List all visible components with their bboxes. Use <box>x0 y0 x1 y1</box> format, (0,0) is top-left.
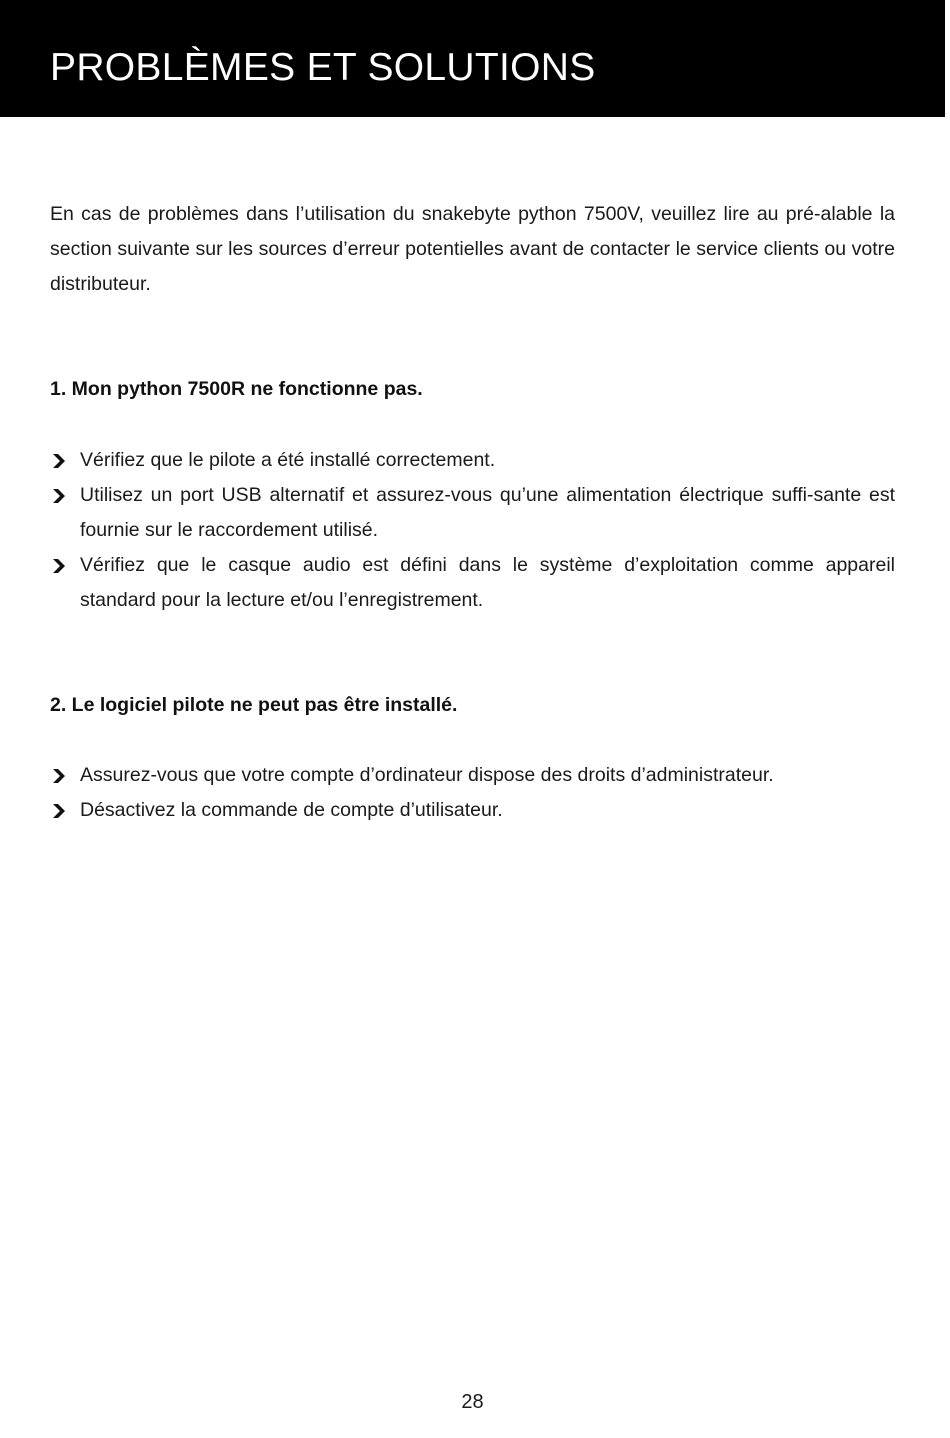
list-item-text: Utilisez un port USB alternatif et assurez-vous qu’une alimentation électrique suffi-sante est fournie sur le raccordement utilisé. <box>80 484 895 541</box>
list-item <box>50 478 895 548</box>
page-number: 28 <box>461 1391 484 1413</box>
list-item <box>50 548 895 618</box>
solution-list-2 <box>50 758 895 828</box>
list-item <box>50 793 895 828</box>
list-item-text: Vérifiez que le pilote a été installé correctement. <box>80 449 496 471</box>
intro-paragraph: En cas de problèmes dans l’utilisation du snakebyte python 7500V, veuillez lire au pré-alable la section suivante sur les sources d’erreur potentielles avant de contacter le service clients ou votre distributeur. <box>50 203 895 295</box>
chevron-right-icon <box>52 769 66 783</box>
list-item-text: Assurez-vous que votre compte d’ordinateur dispose des droits d’administrateur. <box>80 764 774 786</box>
chevron-right-icon <box>52 489 66 503</box>
page-title: PROBLÈMES ET SOLUTIONS <box>50 46 596 89</box>
chevron-right-icon <box>52 559 66 573</box>
list-item-text: Désactivez la commande de compte d’utilisateur. <box>80 799 503 821</box>
page-header <box>0 0 945 117</box>
list-item-text: Vérifiez que le casque audio est défini dans le système d’exploitation comme appareil standard pour la lecture et/ou l’enregistrement. <box>80 554 895 611</box>
section-heading-2: 2. Le logiciel pilote ne peut pas être installé. <box>50 694 458 716</box>
list-item <box>50 758 895 793</box>
chevron-right-icon <box>52 454 66 468</box>
section-heading-1: 1. Mon python 7500R ne fonctionne pas. <box>50 378 423 400</box>
solution-list-1 <box>50 443 895 618</box>
chevron-right-icon <box>52 804 66 818</box>
list-item <box>50 443 895 478</box>
